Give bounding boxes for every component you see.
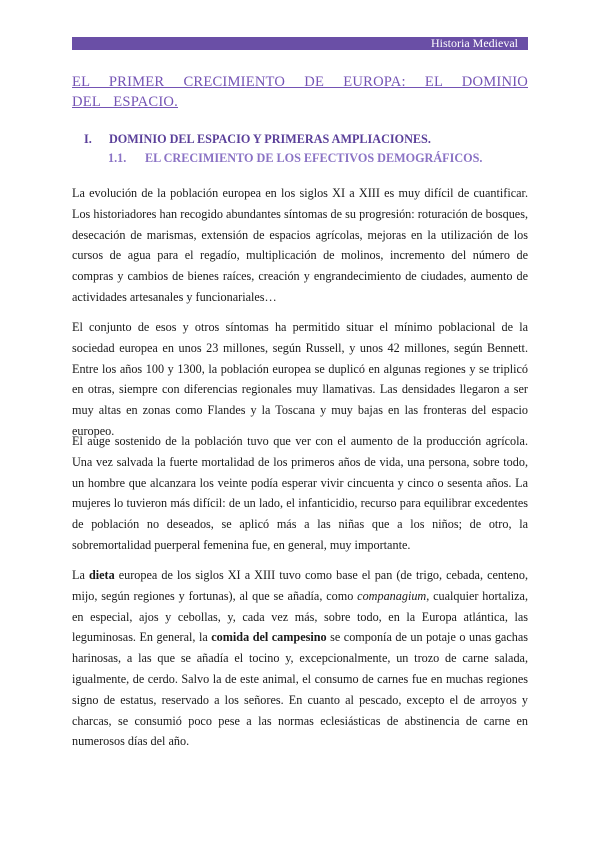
text-run: europea de los siglos XI a XIII tuvo como base el pan (de trigo, cebada, centeno, mijo, según regiones y fortunas), al que se añadía, como xyxy=(72,568,529,603)
subsection-title: EL CRECIMIENTO DE LOS EFECTIVOS DEMOGRÁFICOS. xyxy=(145,151,483,165)
paragraph-4 xyxy=(72,565,528,752)
subsection-heading xyxy=(108,151,482,166)
bold-term-comida: comida del campesino xyxy=(211,630,327,645)
page-title: EL PRIMER CRECIMIENTO DE EUROPA: EL DOMINIO DEL ESPACIO. xyxy=(72,74,528,110)
running-title: Historia Medieval xyxy=(431,36,518,50)
subsection-number: 1.1. xyxy=(108,151,127,165)
paragraph-2: El conjunto de esos y otros síntomas ha permitido situar el mínimo poblacional de la sociedad europea en unos 23 millones, según Russell, y unos 42 millones, según Bennett. Entre los años 100 y 1300, la población europea se duplicó en algunas regiones y se triplicó en otras, siempre con diferencias regionales muy llamativas. Las densidades llegaron a ser muy altas en zonas como Flandes y la Toscana y muy bajas en las fronteras del espacio europeo. xyxy=(72,320,528,438)
header-bar xyxy=(72,37,528,50)
text-run: , cualquier hortaliza, en especial, ajos y cebollas, y, cada vez más, sobre todo, en la Europa atlántica, las leguminosas. En general, la xyxy=(72,588,528,645)
section-title: DOMINIO DEL ESPACIO Y PRIMERAS AMPLIACIONES. xyxy=(109,132,431,146)
paragraph-3: El auge sostenido de la población tuvo que ver con el aumento de la producción agrícola. Una vez salvada la fuerte mortalidad de los primeros años de vida, una persona, sobre todo, un hombre que alcanzara los veinte podía esperar vivir cincuenta y cinco o sesenta años. La mujeres lo tuvieron más difícil: de un lado, el infanticidio, recurso para equilibrar excedentes de población no deseados, se aplicó más a las niñas que a los niños; de otro, la sobremortalidad puerperal femenina fue, en general, muy importante. xyxy=(72,434,528,552)
bold-term-dieta: dieta xyxy=(88,568,115,582)
text-run: La xyxy=(72,568,89,582)
text-run: se componía de un potaje o unas gachas harinosas, a las que se añadía el tocino y, excepcionalmente, un trozo de carne salada, igualmente, de cerdo. Salvo la de este animal, el consumo de carnes fue en muchas regiones signo de estatus, reservado a los señores. En cuanto al pescado, excepto el de arroyos y charcas, se consumió poco pese a las normas eclesiásticas de abstinencia de carne en numerosos días del año. xyxy=(72,630,528,749)
section-number: I. xyxy=(84,132,92,146)
italic-term-companagium: companagium xyxy=(357,588,427,603)
paragraph-1: La evolución de la población europea en los siglos XI a XIII es muy difícil de cuantificar. Los historiadores han recogido abundantes síntomas de su progresión: roturación de bosques, desecación de marismas, extensión de espacios agrícolas, mejoras en la utilización de los cursos de agua para el regadío, multiplicación de molinos, incremento del número de compras y cambios de bienes raíces, creación y engrandecimiento de ciudades, aumento de actividades artesanales y funcionariales… xyxy=(72,186,528,304)
section-heading xyxy=(84,132,431,147)
